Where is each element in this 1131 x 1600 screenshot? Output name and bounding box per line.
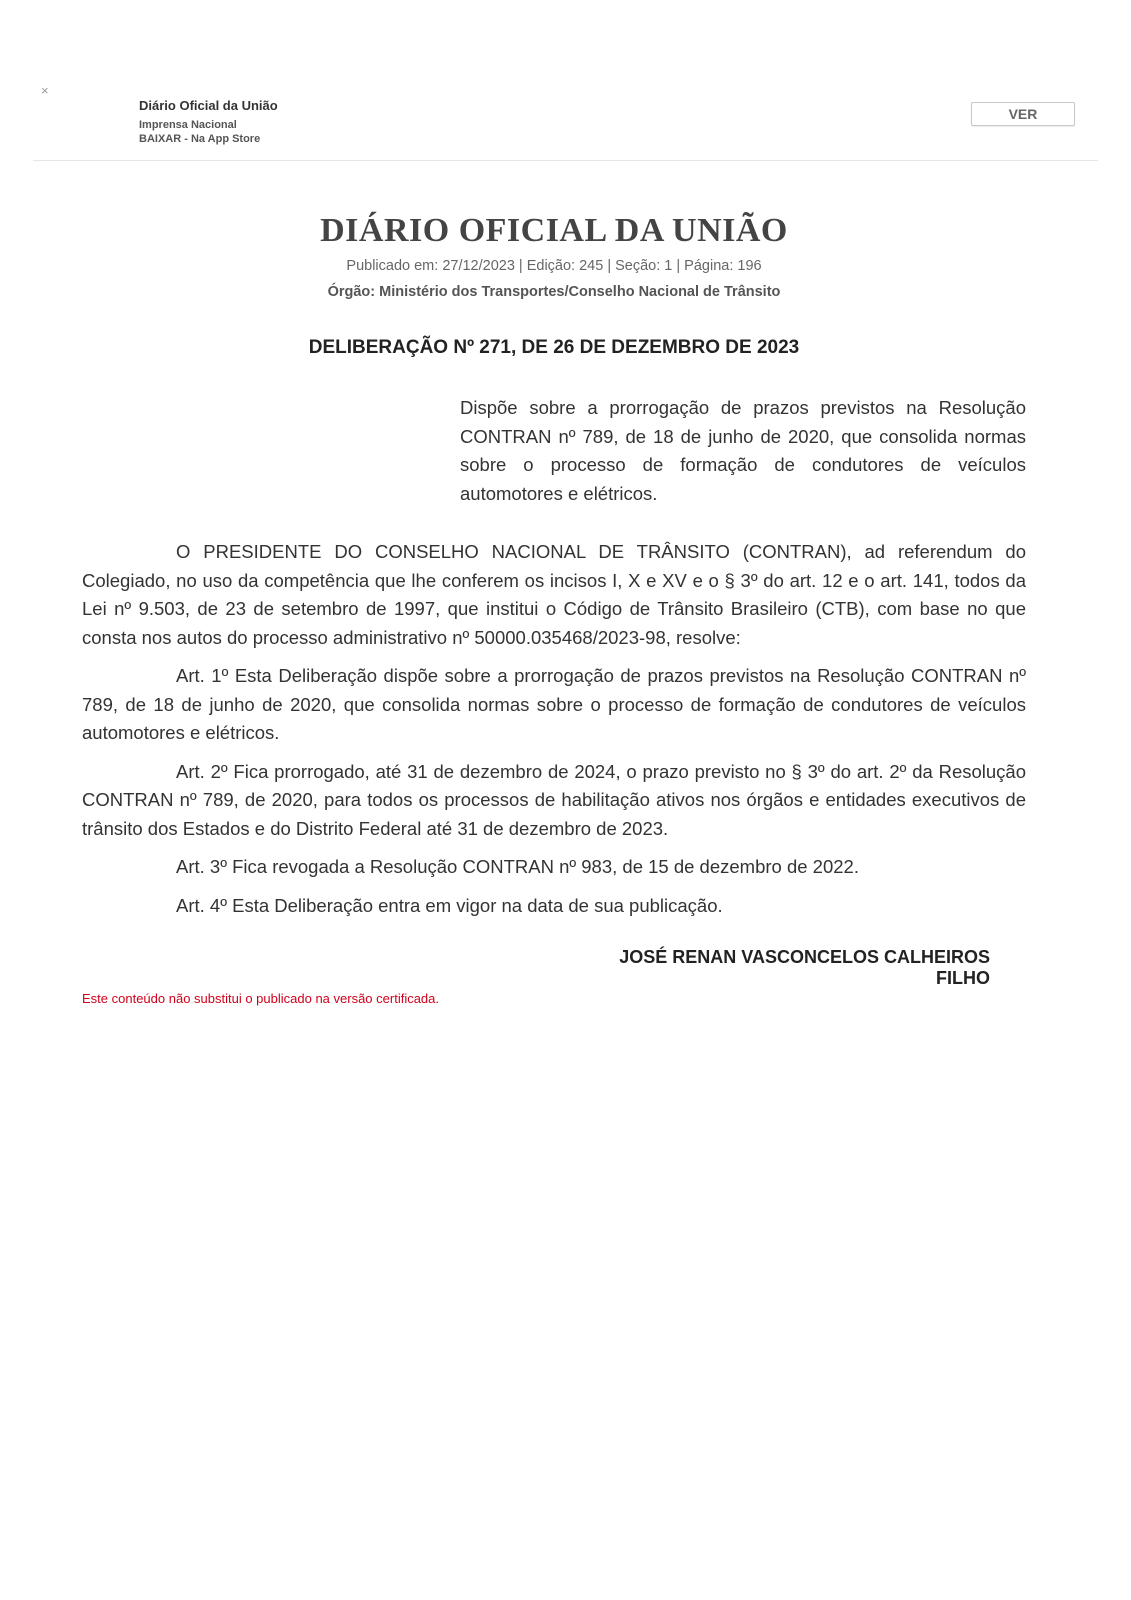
disclaimer: Este conteúdo não substitui o publicado na versão certificada.: [82, 991, 440, 1006]
close-icon[interactable]: ×: [41, 83, 49, 98]
article-1-paragraph: Art. 1º Esta Deliberação dispõe sobre a prorrogação de prazos previstos na Resolução CONTRAN nº 789, de 18 de junho de 2020, que consolida normas sobre o processo de formação de condutores de veículos automotores e elétricos.: [82, 665, 1026, 743]
preamble-paragraph: O PRESIDENTE DO CONSELHO NACIONAL DE TRÂNSITO (CONTRAN), ad referendum do Colegiado, no uso da competência que lhe conferem os incisos I, X e XV e o § 3º do art. 12 e o art. 141, todos da Lei nº 9.503, de 23 de setembro de 1997, que institui o Código de Trânsito Brasileiro (CTB), com base no que consta nos autos do processo administrativo nº 50000.035468/2023-98, resolve:: [82, 541, 1026, 648]
act-title: DELIBERAÇÃO Nº 271, DE 26 DE DEZEMBRO DE 2023: [308, 337, 800, 358]
app-banner: [33, 80, 1098, 161]
page-title: DIÁRIO OFICIAL DA UNIÃO: [320, 212, 788, 249]
banner-download-text: BAIXAR - Na App Store: [139, 133, 261, 145]
orgao-line: Órgão: Ministério dos Transportes/Conselho Nacional de Trânsito: [327, 284, 781, 300]
article-4-paragraph: Art. 4º Esta Deliberação entra em vigor na data de sua publicação.: [176, 894, 723, 916]
banner-text: [139, 98, 278, 146]
banner-publisher: Imprensa Nacional: [139, 119, 237, 131]
ementa: Dispõe sobre a prorrogação de prazos previstos na Resolução CONTRAN nº 789, de 18 de junho de 2020, que consolida normas sobre o processo de formação de condutores de veículos automotores e elétricos.: [460, 397, 1026, 504]
signature: JOSÉ RENAN VASCONCELOS CALHEIROS FILHO: [619, 947, 990, 988]
view-button[interactable]: VER: [971, 102, 1075, 126]
banner-app-name: Diário Oficial da União: [139, 98, 278, 113]
article-2-paragraph: Art. 2º Fica prorrogado, até 31 de dezembro de 2024, o prazo previsto no § 3º do art. 2º da Resolução CONTRAN nº 789, de 2020, para todos os processos de habilitação ativos nos órgãos e entidades executivos de trânsito dos Estados e do Distrito Federal até 31 de dezembro de 2023.: [82, 760, 1026, 839]
publication-info: Publicado em: 27/12/2023 | Edição: 245 | Seção: 1 | Página: 196: [346, 258, 762, 274]
article-3-paragraph: Art. 3º Fica revogada a Resolução CONTRAN nº 983, de 15 de dezembro de 2022.: [176, 856, 859, 877]
document-body: [82, 538, 1026, 930]
